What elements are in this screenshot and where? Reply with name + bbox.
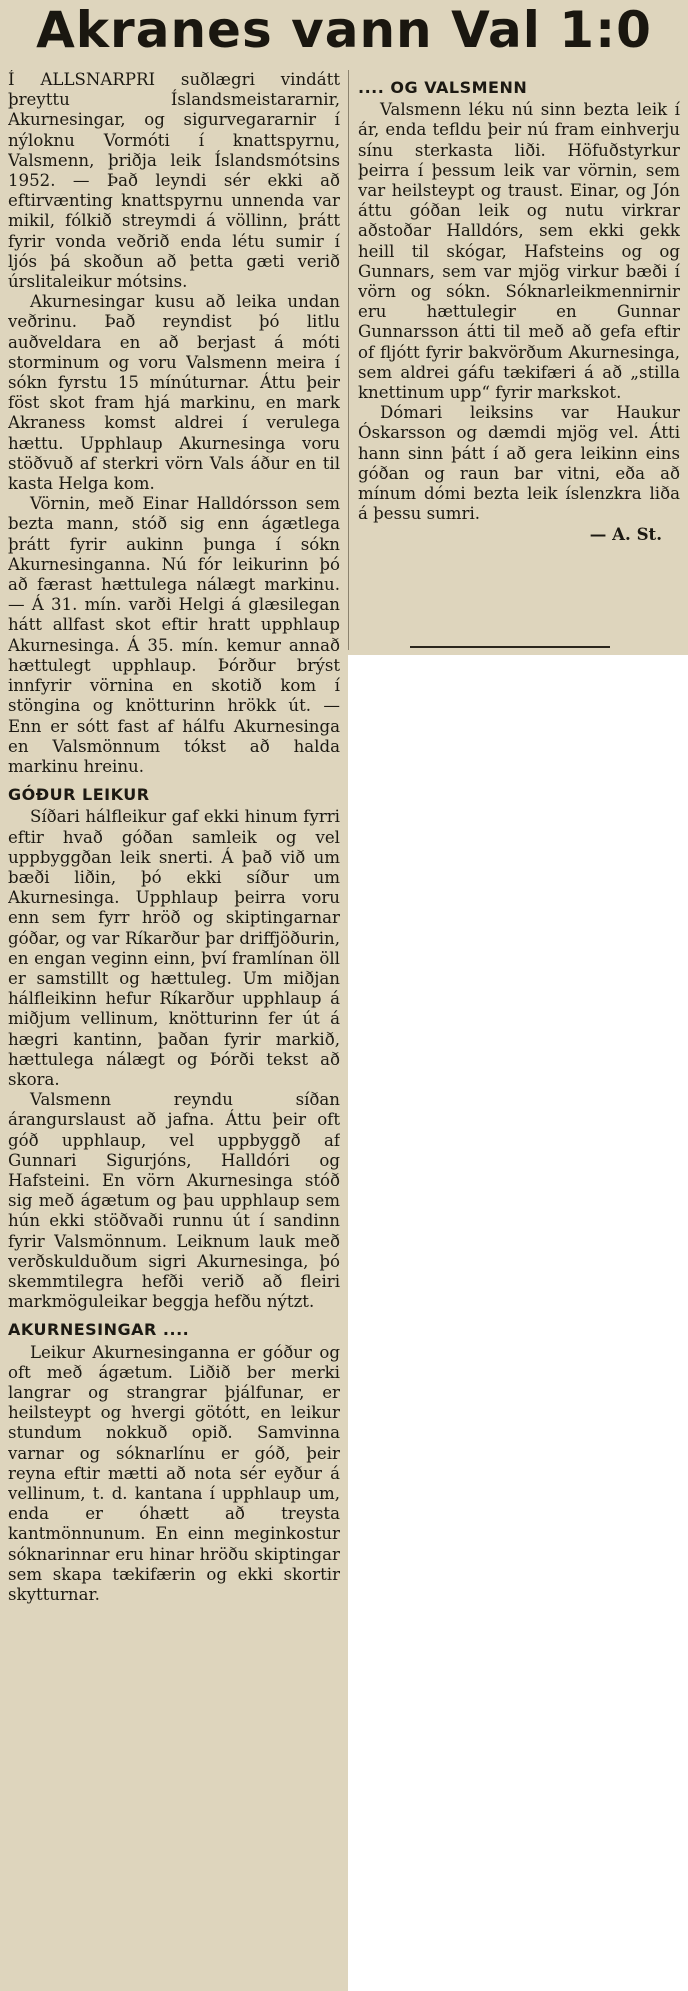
body-paragraph: Vörnin, með Einar Halldórsson sem bezta mann, stóð sig enn ágætlega þrátt fyrir aukinn þunga í sókn Akurnesinganna. Nú fór leikurinn þó að færast hættulega nálægt markinu. — Á 31. mín. varði Helgi á glæsilegan hátt allfast skot eftir hratt upphlaup Akurnesinga. Á 35. mín. kemur annað hættulegt upphlaup. Þórður brýst innfyrir vörnina en skotið kom í stöngina og knötturinn hrökk út. — Enn er sótt fast af hálfu Akurnesinga en Valsmönnum tókst að halda markinu hreinu. xyxy=(8,494,340,776)
end-rule xyxy=(410,646,610,648)
intro-paragraph: Í ALLSNARPRI suðlægri vindátt þreyttu Íslandsmeistararnir, Akurnesingar, og sigurvegararnir í nýloknu Vormóti í knattspyrnu, Valsmenn, þriðja leik Íslandsmótsins 1952. — Það leyndi sér ekki að eftirvænting knattspyrnu unnenda var mikil, fólkið streymdi á völlinn, þrátt fyrir vonda veðrið enda létu sumir í ljós þá skoðun að þetta gæti verið úrslitaleikur mótsins. xyxy=(8,70,340,292)
body-paragraph: Síðari hálfleikur gaf ekki hinum fyrri eftir hvað góðan samleik og vel uppbyggðan leik snerti. Á það við um bæði liðin, þó ekki síður um Akurnesinga. Upphlaup þeirra voru enn sem fyrr hröð og skiptingarnar góðar, og var Ríkarður þar driffjöðurin, en engan veginn einn, því framlínan öll er samstillt og hættuleg. Um miðjan hálfleikinn hefur Ríkarður upphlaup á miðjum vellinum, knötturinn fer út á hægri kantinn, þaðan fyrir markið, hættulega nálægt og Þórði tekst að skora. xyxy=(8,807,340,1089)
column-divider xyxy=(348,70,349,650)
body-paragraph: Akurnesingar kusu að leika undan veðrinu. Það reyndist þó litlu auðveldara en að berjast á móti storminum og voru Valsmenn meira í sókn fyrstu 15 mínúturnar. Áttu þeir föst skot fram hjá markinu, en mark Akraness komst aldrei í verulega hættu. Upphlaup Akurnesinga voru stöðvuð af sterkri vörn Vals áður en til kasta Helga kom. xyxy=(8,292,340,494)
left-column xyxy=(8,70,340,1985)
byline: — A. St. xyxy=(589,524,662,545)
headline: Akranes vann Val 1:0 xyxy=(36,1,652,59)
subheading-godur-leikur: GÓÐUR LEIKUR xyxy=(8,785,150,805)
body-paragraph: Leikur Akurnesinganna er góður og oft með ágætum. Liðið ber merki langrar og strangrar þjálfunar, er heilsteypt og hvergi götótt, en leikur stundum nokkuð opið. Samvinna varnar og sóknarlínu er góð, þeir reyna eftir mætti að nota sér eyður á vellinum, t. d. kantana í upphlaup um, enda er óhætt að treysta kantmönnunum. En einn meginkostur sóknarinnar eru hinar hröðu skiptingar sem skapa tækifærin og ekki skortir skytturnar. xyxy=(8,1342,340,1605)
subheading-og-valsmenn: .... OG VALSMENN xyxy=(358,78,528,97)
subheading-akurnesingar: AKURNESINGAR .... xyxy=(8,1320,190,1340)
body-paragraph: Dómari leiksins var Haukur Óskarsson og dæmdi mjög vel. Átti hann sinn þátt í að gera leikinn eins góðan og raun bar vitni, eða að mínum dómi bezta leik íslenzkra liða á þessu sumri. xyxy=(358,403,680,524)
right-column xyxy=(358,78,680,648)
body-paragraph: Valsmenn léku nú sinn bezta leik í ár, enda tefldu þeir nú fram einhverju sínu sterkasta liði. Höfuðstyrkur þeirra í þessum leik var vörnin, sem var heilsteypt og traust. Einar, og Jón áttu góðan leik og nutu virkrar aðstoðar Halldórs, sem ekki gekk heill til skógar, Hafsteins og og Gunnars, sem var mjög virkur bæði í vörn og sókn. Sóknarleikmennirnir eru hættulegir en Gunnar Gunnarsson átti til með að gefa eftir of fljótt fyrir bakvörðum Akurnesinga, sem aldrei gáfu tækifæri á að „stilla knettinum upp“ fyrir markskot. xyxy=(358,100,680,403)
body-paragraph: Valsmenn reyndu síðan árangurslaust að jafna. Áttu þeir oft góð upphlaup, vel uppbyggð af Gunnari Sigurjóns, Halldóri og Hafsteini. En vörn Akurnesinga stóð sig með ágætum og þau upphlaup sem hún ekki stöðvaði runnu út í sandinn fyrir Valsmönnum. Leiknum lauk með verðskulduðum sigri Akurnesinga, þó skemmtilegra hefði verið að fleiri markmöguleikar beggja hefðu nýtzt. xyxy=(8,1090,340,1312)
